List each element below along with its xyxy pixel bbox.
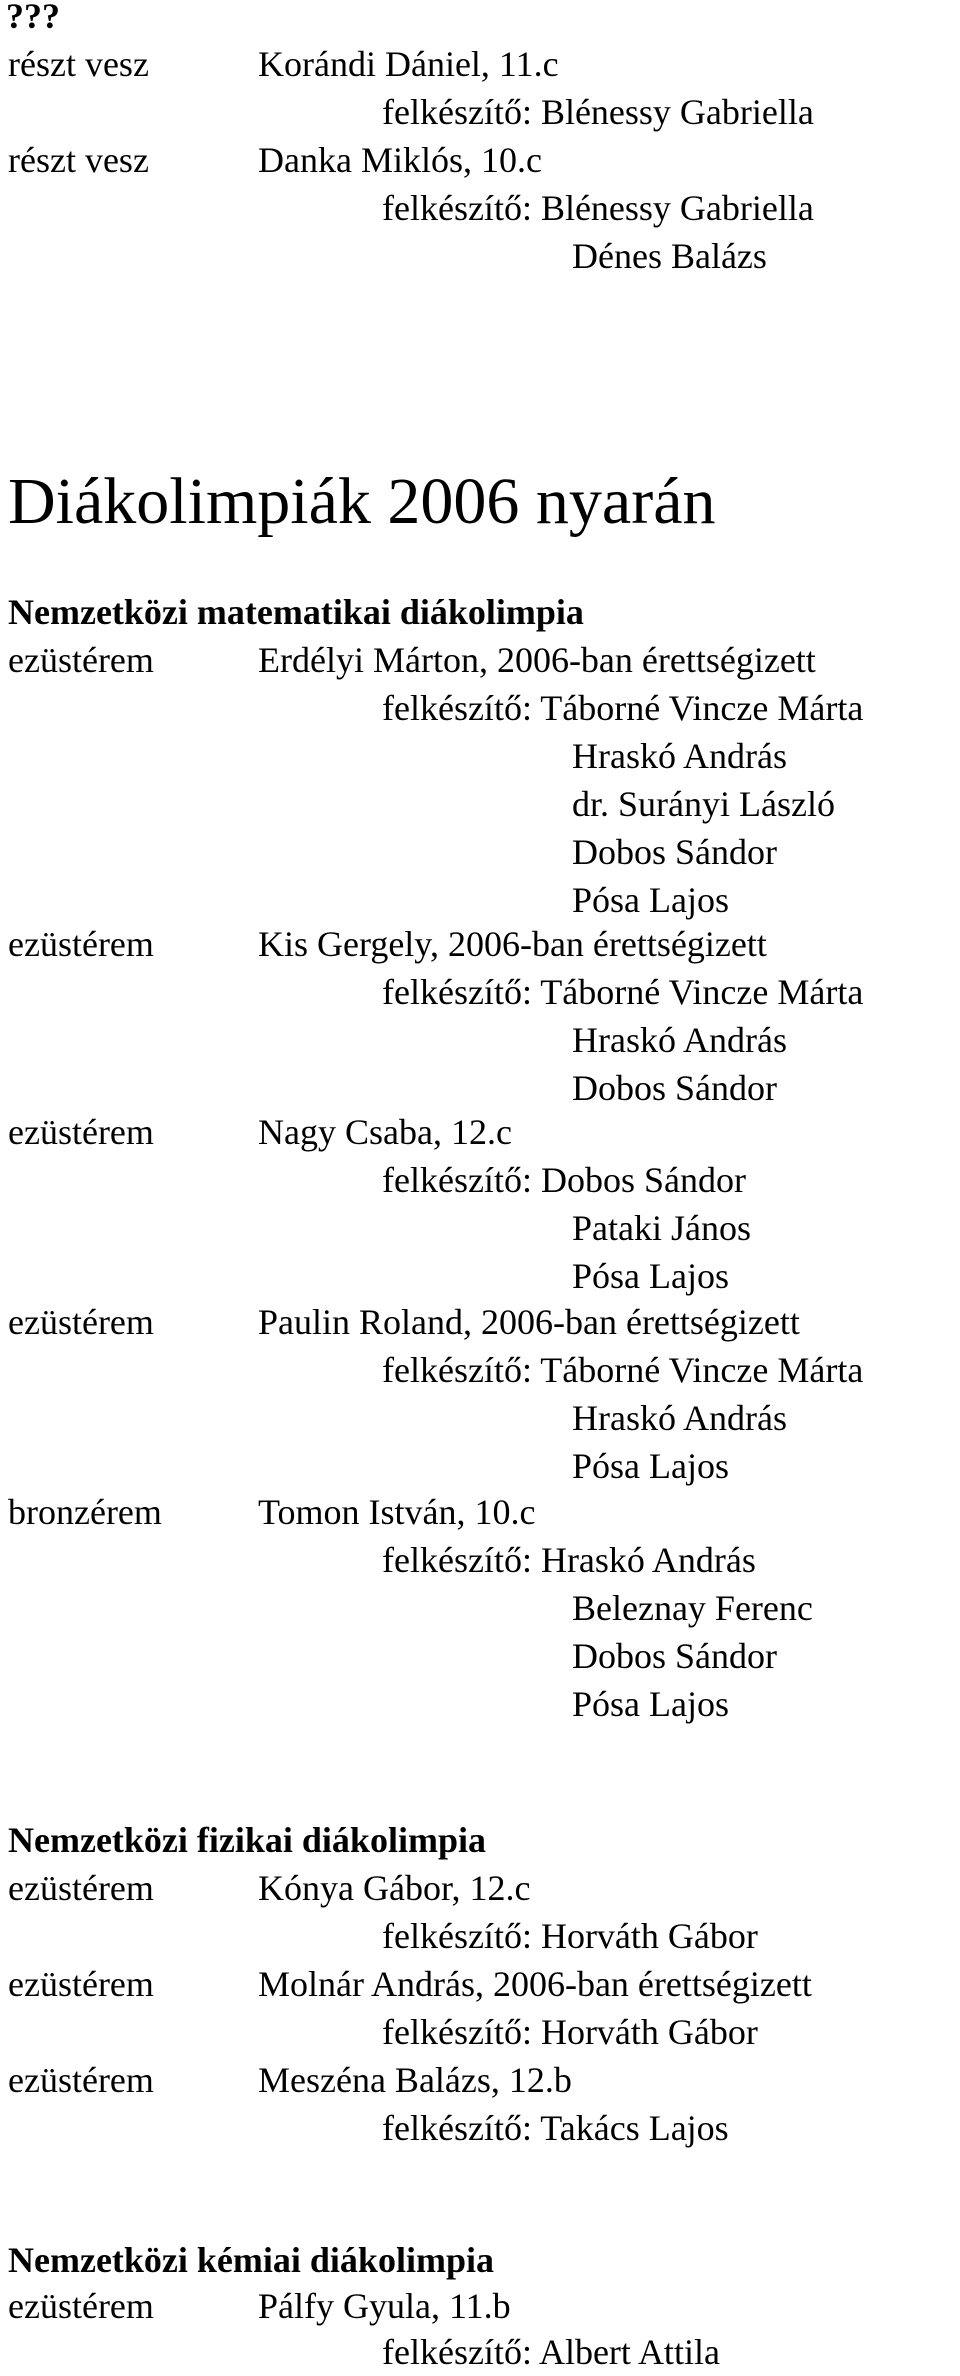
- award-label: ezüstérem: [8, 1302, 154, 1342]
- student-name: Molnár András, 2006-ban érettségizett: [258, 1964, 812, 2004]
- teacher-name: Pósa Lajos: [572, 1684, 729, 1724]
- teacher-name: Hraskó András: [572, 1020, 787, 1060]
- teacher-name: Hraskó András: [572, 736, 787, 776]
- student-name: Kónya Gábor, 12.c: [258, 1868, 531, 1908]
- teacher-name: Hraskó András: [572, 1398, 787, 1438]
- intro-award: részt vesz: [8, 140, 149, 180]
- preparer-line: felkészítő: Albert Attila: [382, 2332, 720, 2372]
- preparer-line: felkészítő: Dobos Sándor: [382, 1160, 746, 1200]
- section-heading-chemistry: Nemzetközi kémiai diákolimpia: [8, 2240, 494, 2280]
- preparer-line: felkészítő: Takács Lajos: [382, 2108, 729, 2148]
- intro-teacher: Dénes Balázs: [572, 236, 767, 276]
- award-label: ezüstérem: [8, 924, 154, 964]
- award-label: ezüstérem: [8, 1868, 154, 1908]
- intro-student: Korándi Dániel, 11.c: [258, 44, 559, 84]
- intro-preparer: felkészítő: Blénessy Gabriella: [382, 188, 814, 228]
- intro-preparer: felkészítő: Blénessy Gabriella: [382, 92, 814, 132]
- student-name: Nagy Csaba, 12.c: [258, 1112, 512, 1152]
- student-name: Tomon István, 10.c: [258, 1492, 536, 1532]
- teacher-name: Beleznay Ferenc: [572, 1588, 813, 1628]
- page-title: Diákolimpiák 2006 nyarán: [8, 465, 716, 538]
- teacher-name: Pósa Lajos: [572, 1446, 729, 1486]
- preparer-line: felkészítő: Táborné Vincze Márta: [382, 1350, 864, 1390]
- student-name: Meszéna Balázs, 12.b: [258, 2060, 572, 2100]
- award-label: ezüstérem: [8, 640, 154, 680]
- student-name: Pálfy Gyula, 11.b: [258, 2286, 511, 2326]
- teacher-name: Dobos Sándor: [572, 1068, 777, 1108]
- award-label: bronzérem: [8, 1492, 162, 1532]
- teacher-name: Dobos Sándor: [572, 1636, 777, 1676]
- student-name: Kis Gergely, 2006-ban érettségizett: [258, 924, 767, 964]
- teacher-name: Pataki János: [572, 1208, 751, 1248]
- intro-student: Danka Miklós, 10.c: [258, 140, 542, 180]
- award-label: ezüstérem: [8, 1964, 154, 2004]
- award-label: ezüstérem: [8, 2060, 154, 2100]
- teacher-name: Dobos Sándor: [572, 832, 777, 872]
- teacher-name: Pósa Lajos: [572, 1256, 729, 1296]
- section-heading-physics: Nemzetközi fizikai diákolimpia: [8, 1820, 486, 1860]
- teacher-name: dr. Surányi László: [572, 784, 835, 824]
- teacher-name: Pósa Lajos: [572, 880, 729, 920]
- preparer-line: felkészítő: Horváth Gábor: [382, 1916, 758, 1956]
- award-label: ezüstérem: [8, 2286, 154, 2326]
- section-heading-math: Nemzetközi matematikai diákolimpia: [8, 592, 584, 632]
- preparer-line: felkészítő: Táborné Vincze Márta: [382, 972, 864, 1012]
- preparer-line: felkészítő: Hraskó András: [382, 1540, 756, 1580]
- award-label: ezüstérem: [8, 1112, 154, 1152]
- preparer-line: felkészítő: Táborné Vincze Márta: [382, 688, 864, 728]
- header-marks: ???: [6, 0, 60, 36]
- student-name: Paulin Roland, 2006-ban érettségizett: [258, 1302, 800, 1342]
- student-name: Erdélyi Márton, 2006-ban érettségizett: [258, 640, 816, 680]
- preparer-line: felkészítő: Horváth Gábor: [382, 2012, 758, 2052]
- intro-award: részt vesz: [8, 44, 149, 84]
